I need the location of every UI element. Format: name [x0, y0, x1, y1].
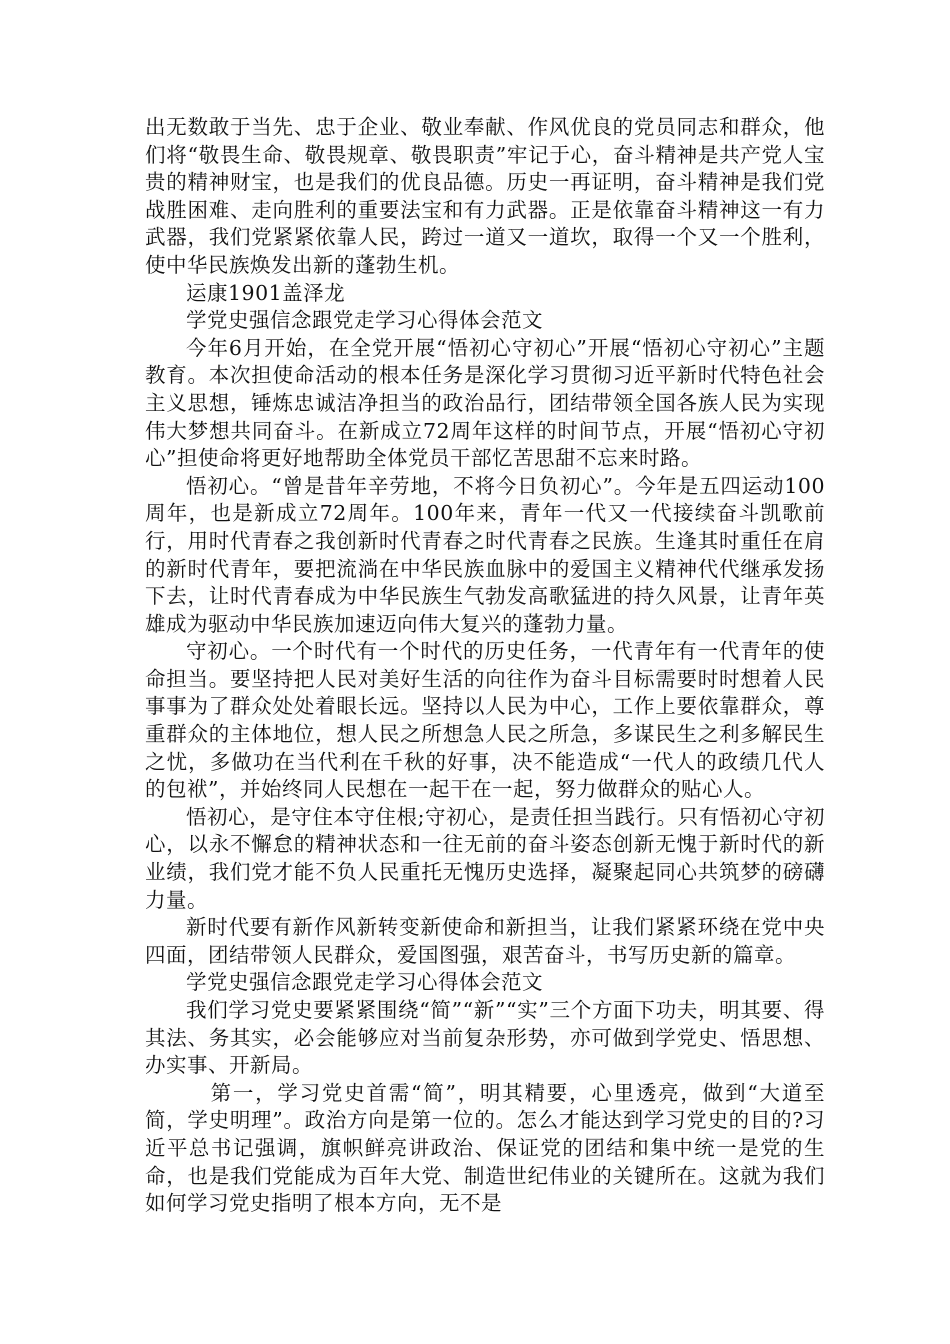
document-page: [145, 114, 825, 1218]
paragraph: 新时代要有新作风新转变新使命和新担当，让我们紧紧环绕在党中央四面，团结带领人民群众，爱国图强，艰苦奋斗，书写历史新的篇章。: [145, 915, 825, 967]
section-title: 学党史强信念跟党走学习心得体会范文: [186, 970, 543, 995]
author-line: 运康1901盖泽龙: [186, 280, 346, 305]
paragraph: 守初心。一个时代有一个时代的历史任务，一代青年有一代青年的使命担当。要坚持把人民对美好生活的向往作为奋斗目标需要时时想着人民事事为了群众处处着眼长远。坚持以人民为中心，工作上要依靠群众，尊重群众的主体地位，想人民之所想急人民之所急，多谋民生之利多解民生之忧，多做功在当代利在千秋的好事，决不能造成“一代人的政绩几代人的包袱”，并始终同人民想在一起干在一起，努力做群众的贴心人。: [145, 639, 825, 802]
paragraph: 今年6月开始，在全党开展“悟初心守初心”开展“悟初心守初心”主题教育。本次担使命活动的根本任务是深化学习贯彻习近平新时代特色社会主义思想，锤炼忠诚洁净担当的政治品行，团结带领全国各族人民为实现伟大梦想共同奋斗。在新成立72周年这样的时间节点，开展“悟初心守初心”担使命将更好地帮助全体党员干部忆苦思甜不忘来时路。: [145, 335, 825, 471]
paragraph: 我们学习党史要紧紧围绕“简”“新”“实”三个方面下功夫，明其要、得其法、务其实，必会能够应对当前复杂形势，亦可做到学党史、悟思想、办实事、开新局。: [145, 998, 825, 1078]
section-title: 学党史强信念跟党走学习心得体会范文: [186, 308, 543, 333]
paragraph-continuation: 出无数敢于当先、忠于企业、敬业奉献、作风优良的党员同志和群众，他们将“敬畏生命、敬畏规章、敬畏职责”牢记于心，奋斗精神是共产党人宝贵的精神财宝，也是我们的优良品德。历史一再证明，奋斗精神是我们党战胜困难、走向胜利的重要法宝和有力武器。正是依靠奋斗精神这一有力武器，我们党紧紧依靠人民，跨过一道又一道坎，取得一个又一个胜利，使中华民族焕发出新的蓬勃生机。: [145, 115, 825, 277]
paragraph: 悟初心，是守住本守住根;守初心，是责任担当践行。只有悟初心守初心，以永不懈怠的精神状态和一往无前的奋斗姿态创新无愧于新时代的新业绩，我们党才能不负人民重托无愧历史选择，凝聚起同心共筑梦的磅礴力量。: [145, 804, 825, 912]
paragraph: 第一，学习党史首需“简”，明其精要，心里透亮，做到“大道至简，学史明理”。政治方向是第一位的。怎么才能达到学习党史的目的?习近平总书记强调，旗帜鲜亮讲政治、保证党的团结和集中统一是党的生命，也是我们党能成为百年大党、制造世纪伟业的关键所在。这就为我们如何学习党史指明了根本方向，无不是: [145, 1080, 825, 1216]
paragraph: 悟初心。“曾是昔年辛劳地，不将今日负初心”。今年是五四运动100周年，也是新成立72周年。100年来，青年一代又一代接续奋斗凯歌前行，用时代青春之我创新时代青春之时代青春之民族。生逢其时重任在肩的新时代青年，要把流淌在中华民族血脉中的爱国主义精神代代继承发扬下去，让时代青春成为中华民族生气勃发高歌猛进的持久风景，让青年英雄成为驱动中华民族加速迈向伟大复兴的蓬勃力量。: [145, 473, 825, 636]
